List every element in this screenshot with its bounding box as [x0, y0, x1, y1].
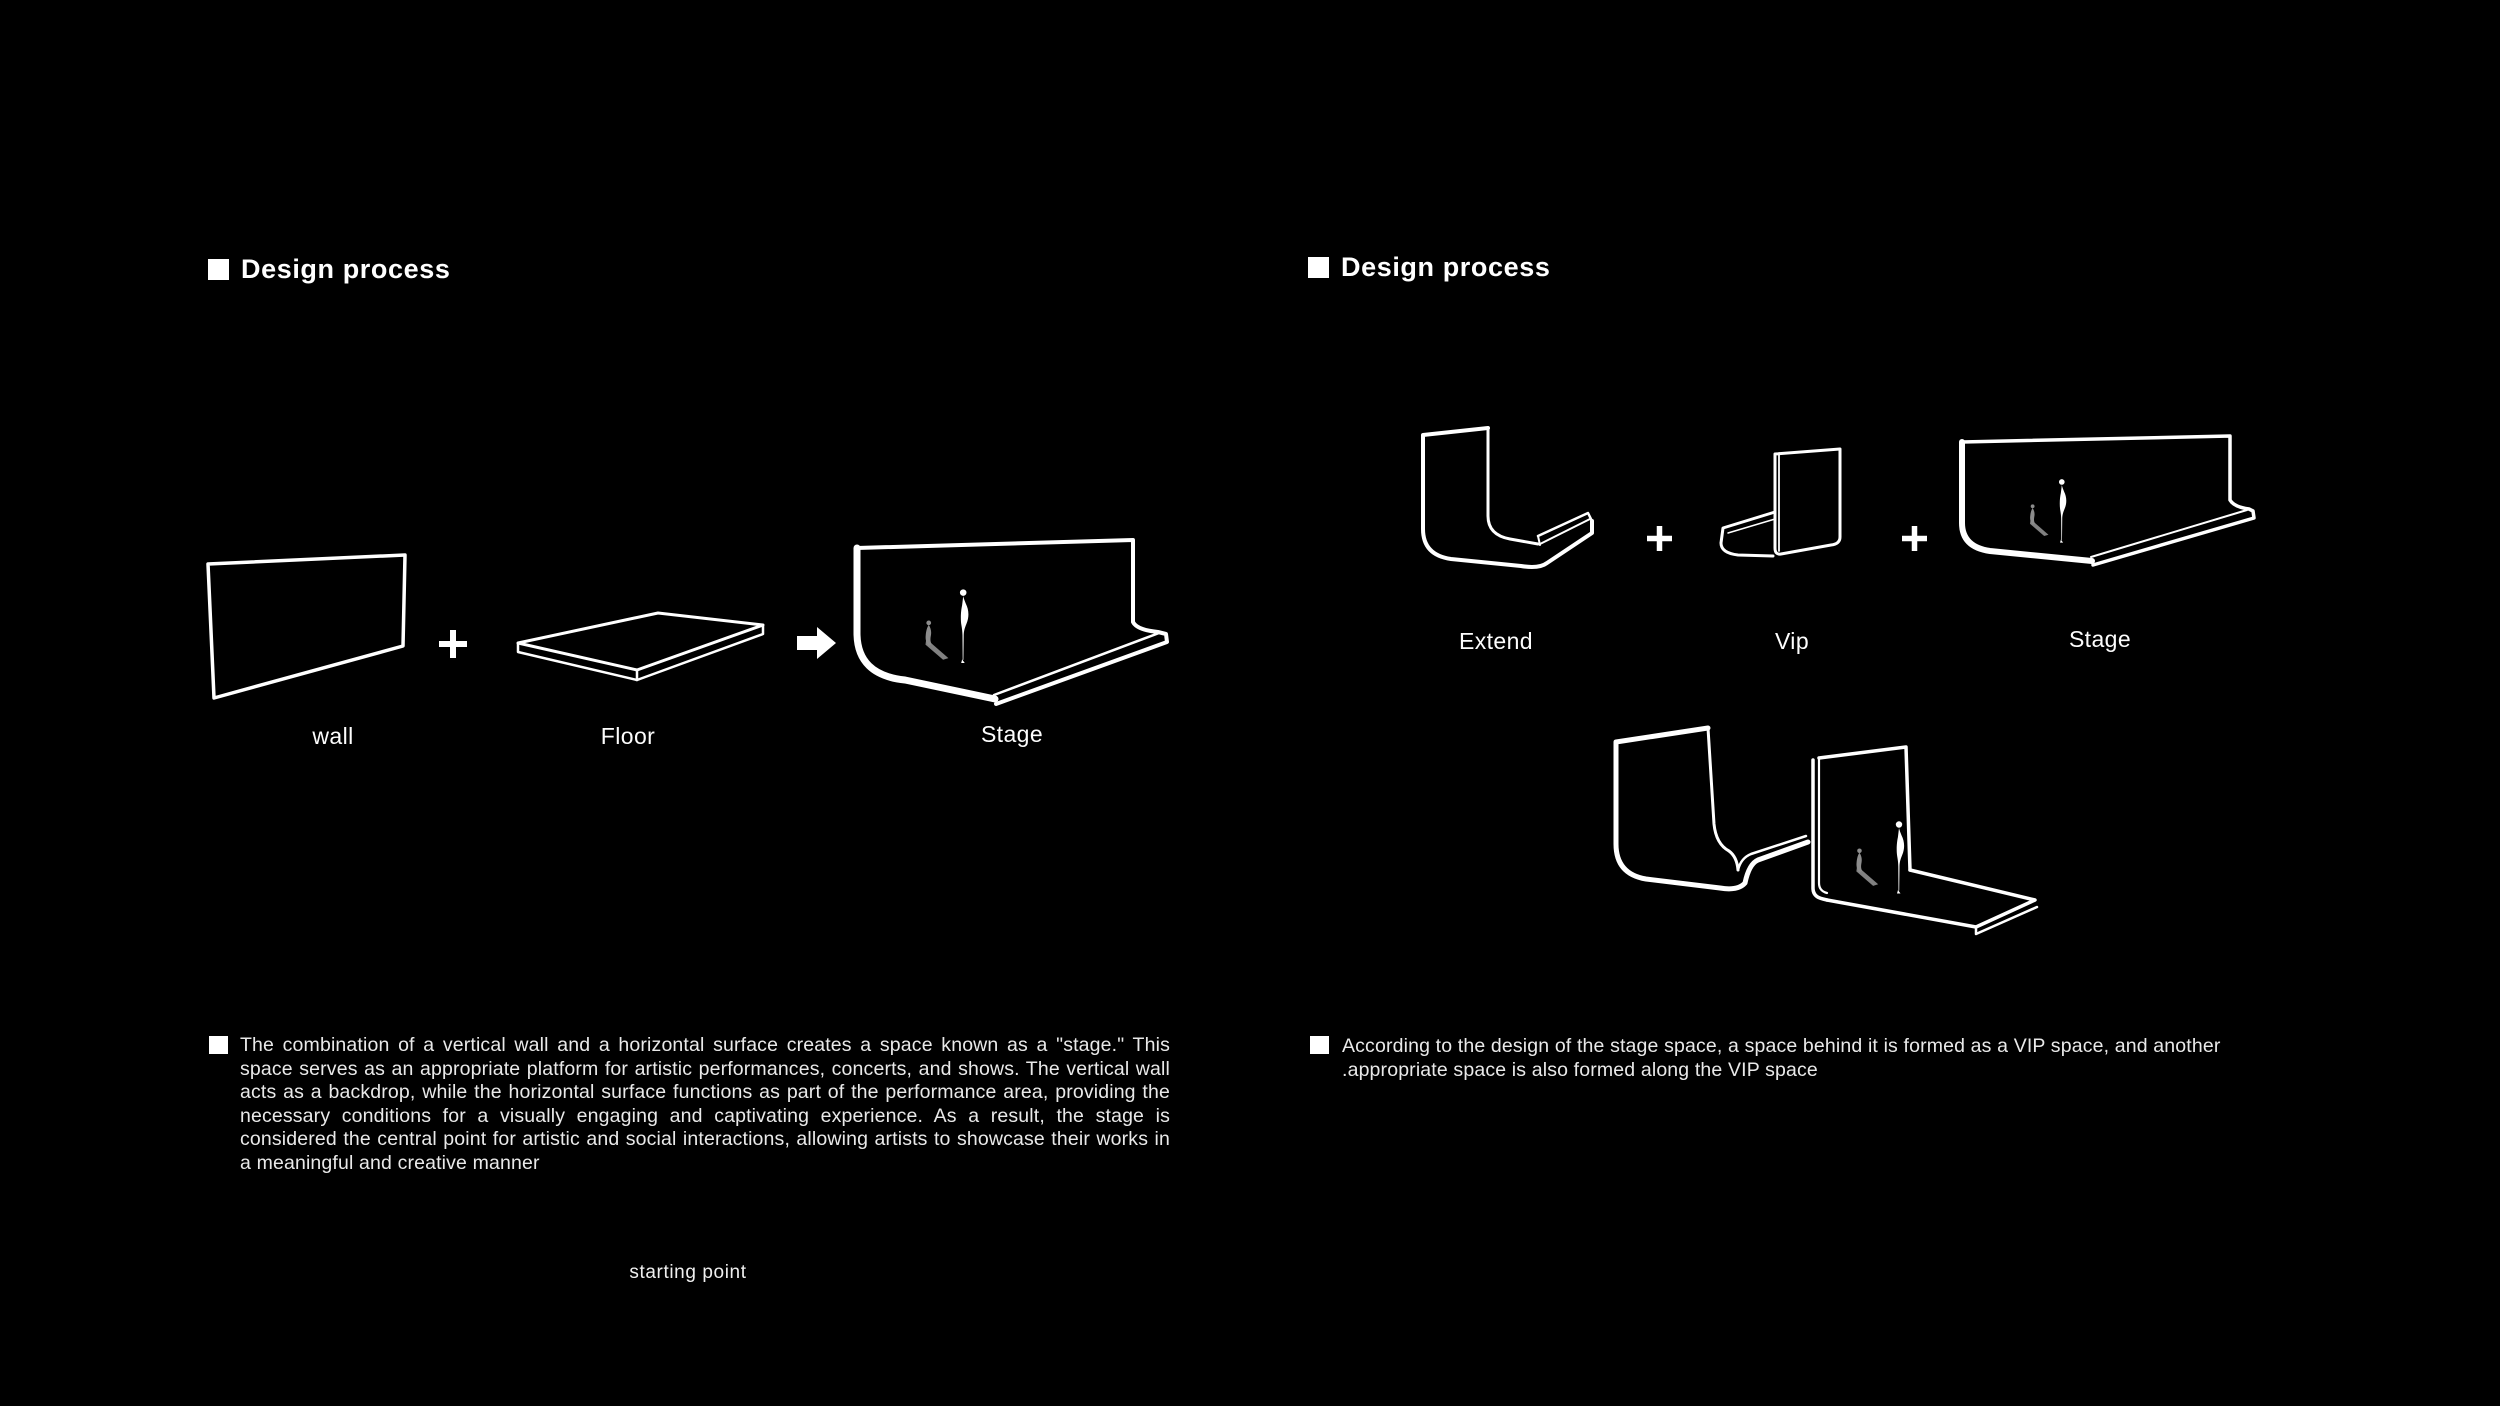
stage-label: Stage	[2068, 626, 2132, 652]
left-paragraph-block	[209, 1034, 1170, 1176]
plus-icon	[1901, 525, 1928, 552]
plus-icon	[438, 629, 468, 659]
person-shadow-figure	[1856, 848, 1878, 885]
right-heading	[1308, 252, 1550, 283]
right-paragraph	[1342, 1034, 2220, 1082]
extend-label: Extend	[1458, 628, 1533, 654]
arrow-right-icon	[797, 627, 837, 659]
person-figure	[2059, 479, 2066, 543]
combined-stage-vip-shape	[1608, 720, 2040, 936]
left-paragraph: The combination of a vertical wall and a horizontal surface creates a space known as a "stage." This space serves as an appropriate platform for artistic performances, concerts, and shows. The vertical wall acts as a backdrop, while the horizontal surface functions as part of the performance area, providing the necessary conditions for a visually engaging and captivating experience. As a result, the stage is considered the central point for artistic and social interactions, allowing artists to showcase their works in a meaningful and creative manner	[240, 1034, 1170, 1174]
left-heading	[208, 254, 450, 285]
plus-icon	[1646, 525, 1673, 552]
square-bullet-icon	[209, 1036, 228, 1054]
person-shadow-figure	[925, 620, 948, 659]
floor-shape	[513, 606, 769, 690]
stage-shape	[1956, 430, 2258, 572]
wall-label: wall	[312, 723, 354, 749]
square-bullet-icon	[1308, 257, 1329, 278]
square-bullet-icon	[1310, 1036, 1329, 1054]
vip-label: Vip	[1774, 628, 1810, 654]
starting-point-caption: starting point	[629, 1262, 747, 1283]
right-paragraph-line2: .appropriate space is also formed along the VIP space	[1342, 1059, 1818, 1081]
extend-shape	[1416, 424, 1598, 568]
person-figure	[1896, 821, 1904, 893]
floor-label: Floor	[600, 723, 656, 749]
right-paragraph-line1: According to the design of the stage space, a space behind it is formed as a VIP space, and another	[1342, 1035, 2221, 1057]
square-bullet-icon	[208, 259, 229, 280]
left-heading-label: Design process	[241, 254, 451, 284]
right-paragraph-block	[1310, 1034, 2220, 1082]
vip-shape	[1714, 444, 1846, 564]
stage-shape	[853, 536, 1171, 708]
right-heading-label: Design process	[1341, 252, 1551, 282]
stage-label: Stage	[980, 721, 1044, 747]
person-shadow-figure	[2030, 504, 2048, 536]
wall-shape	[203, 550, 410, 702]
person-figure	[960, 589, 968, 663]
